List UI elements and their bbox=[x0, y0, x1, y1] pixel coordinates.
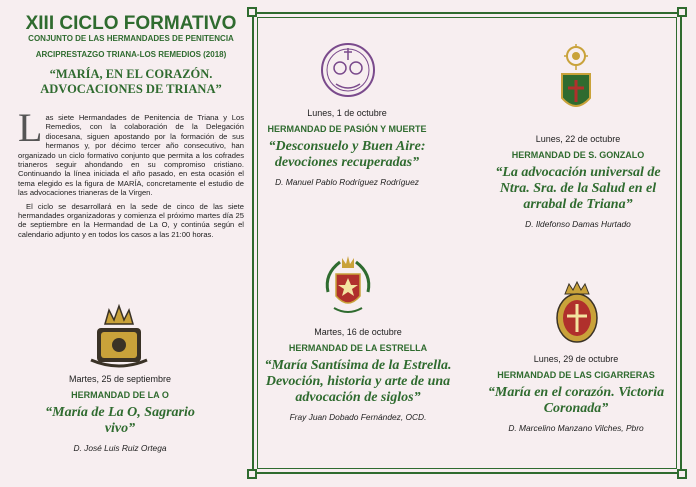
event-date: Lunes, 29 de octubre bbox=[533, 354, 619, 364]
event-brotherhood: HERMANDAD DE LA O bbox=[71, 390, 169, 400]
frame-corner bbox=[677, 7, 687, 17]
event-pasion-y-muerte bbox=[262, 108, 432, 187]
intro-paragraph-1: as siete Hermandades de Penitencia de Triana y Los Remedios, con la colaboración de la Delegación diocesana, siguen apostando por la formación de sus hermanos y, por décimo tercer año consecutivo, han organizado un ciclo formativo conjunto que permita a los cofrades trianeros seguir ahondando en su compromiso cristiano. Continuando la línea iniciada el año pasado, en esta ocasión el tema elegido es la figura de MARÍA, concretamente el estudio de las advocaciones trianeras de la Virgen. bbox=[18, 113, 244, 198]
event-speaker: Fray Juan Dobado Fernández, OCD. bbox=[289, 412, 427, 422]
event-date: Lunes, 22 de octubre bbox=[535, 134, 621, 144]
roundel-crest-icon bbox=[318, 40, 378, 100]
event-speaker: D. Ildefonso Damas Hurtado bbox=[525, 219, 631, 229]
event-date: Martes, 25 de septiembre bbox=[68, 374, 172, 384]
dropcap: L bbox=[18, 105, 43, 150]
event-speaker: D. José Luis Ruiz Ortega bbox=[73, 443, 167, 453]
event-speaker: D. Marcelino Manzano Vilches, Pbro bbox=[508, 423, 644, 433]
theme-title bbox=[18, 67, 244, 97]
event-talk-title: “Desconsuelo y Buen Aire: devociones recuperadas” bbox=[268, 139, 426, 170]
frame-corner bbox=[247, 469, 257, 479]
area-line: ARCIPRESTAZGO TRIANA-LOS REMEDIOS (2018) bbox=[35, 50, 227, 59]
event-talk-title: “María de La O, Sagrario vivo” bbox=[45, 405, 195, 436]
event-date: Martes, 16 de octubre bbox=[314, 327, 402, 337]
event-estrella bbox=[258, 327, 458, 422]
crowned-oval-crest-icon bbox=[551, 280, 603, 346]
frame-corner bbox=[247, 7, 257, 17]
event-san-gonzalo bbox=[488, 134, 668, 229]
monstrance-shield-icon bbox=[556, 42, 596, 122]
intro-text bbox=[18, 105, 244, 239]
wreath-crest-icon bbox=[318, 252, 378, 318]
event-la-o bbox=[30, 374, 210, 453]
intro-paragraph-2: El ciclo se desarrollará en la sede de cinco de las siete hermandades organizadoras y comienza el próximo martes día 25 de septiembre en la Hermandad de La O, y continúa según el calendario adjunto y en todos los casos a las 21:00 horas. bbox=[18, 201, 244, 239]
event-brotherhood: HERMANDAD DE PASIÓN Y MUERTE bbox=[267, 124, 427, 134]
event-brotherhood: HERMANDAD DE S. GONZALO bbox=[511, 150, 645, 160]
frame-corner bbox=[677, 469, 687, 479]
theme-line-1: “MARÍA, EN EL CORAZÓN. bbox=[49, 67, 213, 81]
page-title: XIII CICLO FORMATIVO bbox=[25, 13, 237, 34]
event-talk-title: “María Santísima de la Estrella. Devoción, historia y arte de una advocación de siglos” bbox=[264, 358, 452, 405]
event-cigarreras bbox=[484, 354, 668, 433]
event-date: Lunes, 1 de octubre bbox=[307, 108, 387, 118]
event-speaker: D. Manuel Pablo Rodríguez Rodríguez bbox=[275, 177, 419, 187]
crown-crest-icon bbox=[87, 300, 151, 368]
theme-line-2: ADVOCACIONES DE TRIANA” bbox=[40, 82, 222, 96]
subtitle: CONJUNTO DE LAS HERMANDADES DE PENITENCIA bbox=[28, 34, 234, 43]
event-talk-title: “La advocación universal de Ntra. Sra. de la Salud en el arrabal de Triana” bbox=[495, 165, 661, 212]
header bbox=[18, 14, 244, 97]
event-brotherhood: HERMANDAD DE LAS CIGARRERAS bbox=[497, 370, 655, 380]
event-brotherhood: HERMANDAD DE LA ESTRELLA bbox=[288, 343, 428, 353]
event-talk-title: “María en el corazón. Victoria Coronada” bbox=[487, 385, 665, 416]
